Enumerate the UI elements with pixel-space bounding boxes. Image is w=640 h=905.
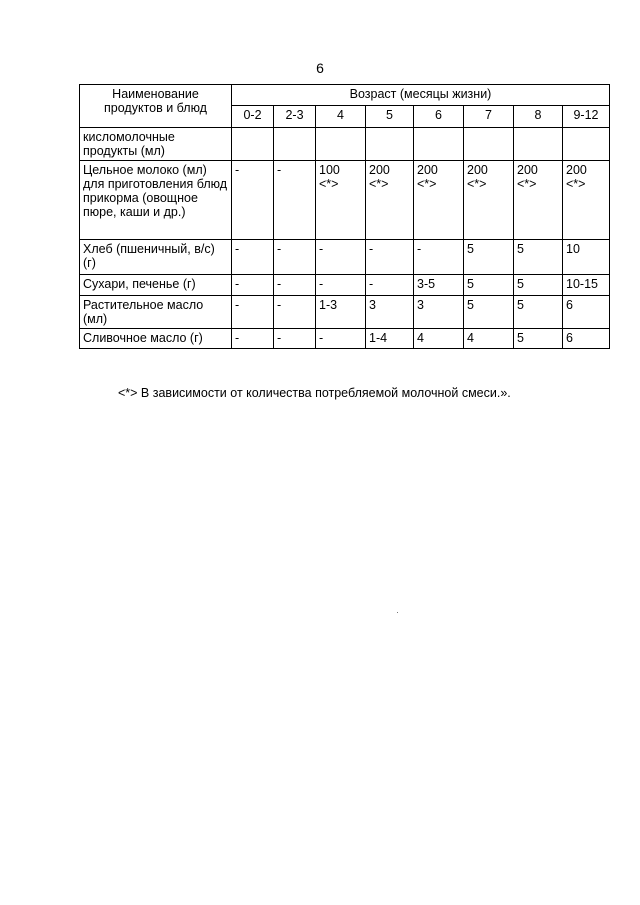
table-cell <box>232 128 274 161</box>
table-cell: 4 <box>464 329 514 349</box>
table-cell: 200 <*> <box>514 161 563 240</box>
table-cell: - <box>366 275 414 296</box>
table-cell: - <box>274 161 316 240</box>
table-cell: - <box>274 296 316 329</box>
table-cell <box>514 128 563 161</box>
product-name: кисломолочные продукты (мл) <box>80 128 232 161</box>
table-cell: - <box>232 296 274 329</box>
table-cell: 5 <box>464 296 514 329</box>
table-cell: - <box>232 161 274 240</box>
age-column-header: 6 <box>414 106 464 128</box>
table-row <box>80 275 610 296</box>
table-cell: - <box>232 275 274 296</box>
table-cell: 200 <*> <box>464 161 514 240</box>
table-cell: 3-5 <box>414 275 464 296</box>
table-cell <box>316 128 366 161</box>
table-cell: 5 <box>464 240 514 275</box>
table-row <box>80 128 610 161</box>
table-cell: 5 <box>514 275 563 296</box>
scan-speck <box>397 612 398 613</box>
table-cell <box>274 128 316 161</box>
table-cell: - <box>316 275 366 296</box>
table-cell: - <box>232 329 274 349</box>
table-cell: 100 <*> <box>316 161 366 240</box>
header-product-name: Наименование продуктов и блюд <box>80 85 232 128</box>
age-column-header: 9-12 <box>563 106 610 128</box>
table-row <box>80 329 610 349</box>
age-column-header: 4 <box>316 106 366 128</box>
table-cell: - <box>316 240 366 275</box>
table-row <box>80 240 610 275</box>
page-number: 6 <box>316 60 324 76</box>
table-cell: 10 <box>563 240 610 275</box>
table-cell: 5 <box>514 296 563 329</box>
table-cell: - <box>274 329 316 349</box>
table-cell: - <box>316 329 366 349</box>
table-cell: - <box>414 240 464 275</box>
table-cell <box>414 128 464 161</box>
product-name: Растительное масло (мл) <box>80 296 232 329</box>
age-column-header: 7 <box>464 106 514 128</box>
table-cell: 1-4 <box>366 329 414 349</box>
age-column-header: 0-2 <box>232 106 274 128</box>
product-name: Цельное молоко (мл) для приготовления блюд прикорма (овощное пюре, каши и др.) <box>80 161 232 240</box>
table-cell: 6 <box>563 329 610 349</box>
table-cell: 200 <*> <box>563 161 610 240</box>
table-cell: 200 <*> <box>414 161 464 240</box>
product-name: Сливочное масло (г) <box>80 329 232 349</box>
table-cell: - <box>232 240 274 275</box>
table-cell <box>563 128 610 161</box>
age-column-header: 8 <box>514 106 563 128</box>
table-cell: 1-3 <box>316 296 366 329</box>
table-cell <box>366 128 414 161</box>
header-age: Возраст (месяцы жизни) <box>232 85 610 106</box>
product-name: Хлеб (пшеничный, в/с) (г) <box>80 240 232 275</box>
table-cell: 200 <*> <box>366 161 414 240</box>
table-cell: 5 <box>514 329 563 349</box>
table-cell: 5 <box>514 240 563 275</box>
table-cell: - <box>274 275 316 296</box>
nutrition-table <box>79 84 610 349</box>
age-column-header: 5 <box>366 106 414 128</box>
product-name: Сухари, печенье (г) <box>80 275 232 296</box>
table-cell: - <box>366 240 414 275</box>
table-cell: 3 <box>414 296 464 329</box>
table-cell: 4 <box>414 329 464 349</box>
age-column-header: 2-3 <box>274 106 316 128</box>
footnote: <*> В зависимости от количества потребляемой молочной смеси.». <box>118 386 511 400</box>
table-row <box>80 161 610 240</box>
table-cell: 6 <box>563 296 610 329</box>
table-cell <box>464 128 514 161</box>
table-cell: 5 <box>464 275 514 296</box>
table-cell: - <box>274 240 316 275</box>
table-cell: 3 <box>366 296 414 329</box>
header-row <box>80 85 610 106</box>
table-cell: 10-15 <box>563 275 610 296</box>
table-row <box>80 296 610 329</box>
